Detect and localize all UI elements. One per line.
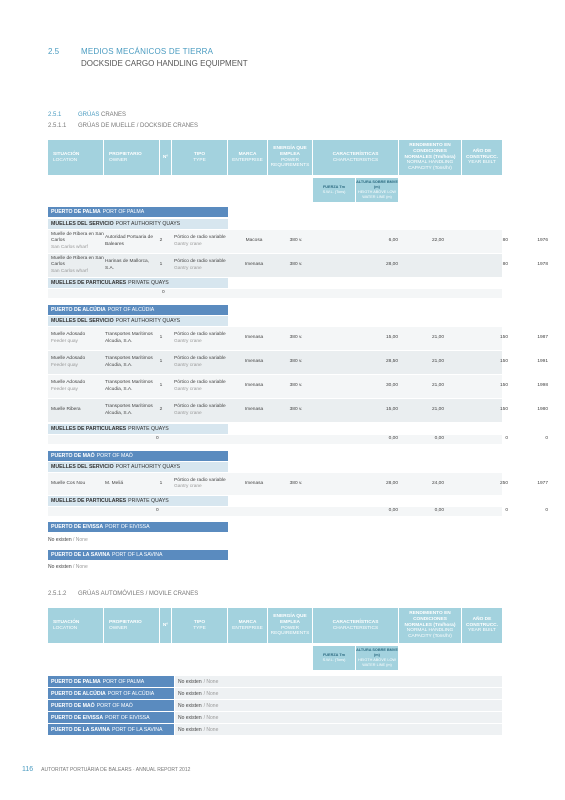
cell-count: 1 [159,335,163,341]
cell-capacity: 150 [499,407,508,413]
none-note: No existen / None [48,564,88,570]
mobile-row-eivissa: PUERTO DE EIVISSA PORT OF EIVISSA No existen / None [48,712,502,723]
characteristics-subheader: FUERZA Tm S.W.L. (Tons) ALTURA SOBRE BMVE (m) HEIGTH ABOVE LOW WATER LINE (m) [313,646,399,670]
cell-swl: 28,00 [385,480,398,486]
cell-type: Pórtico de radio variable Gantry crane [174,259,226,271]
cell-year: 1987 [537,335,548,341]
mobile-row-mao: PUERTO DE MAÓ PORT OF MAÓ No existen / None [48,700,502,711]
cell-brand: Imenasa [244,383,264,389]
cell-owner: Harinas de Mallorca, S.A. [105,259,149,271]
cell-owner: M. Meliá [105,480,124,486]
cell-swl: 30,00 [385,383,398,389]
cell-type: Pórtico de radio variable Gantry crane [174,332,226,344]
cell-count: 1 [159,480,163,486]
cell-owner: Autoridad Portuaria de Baleares [105,235,153,247]
cell-year: 1977 [537,480,548,486]
quay-service-bar: MUELLES DEL SERVICIO PORT AUTHORITY QUAYS [48,316,228,326]
cell-year: 1978 [537,262,548,268]
cell-height: 24,00 [431,480,444,486]
cell-power: 380 v. [289,480,303,486]
port-eivissa-bar: PUERTO DE EIVISSA PORT OF EIVISSA [48,522,228,532]
cell-power: 380 v. [289,359,303,365]
subsection-dockside: 2.5.1.1 GRÚAS DE MUELLE / DOCKSIDE CRANES [48,123,199,129]
port-savina-bar: PUERTO DE LA SAVINA PORT OF LA SAVINA [48,550,228,560]
cell-height [404,254,444,277]
cell-power: 380 v. [289,262,303,268]
cell-location: Muelle de Ribera en San Carlos San Carlos wharf [51,256,104,274]
table-row [48,399,548,423]
cell-owner: Transportes Marítimos Alcudia, S.A. [105,404,153,416]
cell-count: 1 [159,383,163,389]
cell-height: 21,00 [431,407,444,413]
table-row: 0 0,00 0,00 0 0 [48,435,502,445]
quay-service-bar: MUELLES DEL SERVICIO PORT AUTHORITY QUAYS [48,219,228,229]
quay-private-bar: MUELLES DE PARTICULARES PRIVATE QUAYS [48,278,228,288]
cell-power: 380 v. [289,407,303,413]
cell-capacity: 150 [499,383,508,389]
quay-service-bar: MUELLES DEL SERVICIO PORT AUTHORITY QUAYS [48,462,228,472]
cell-brand: Imenasa [244,359,264,365]
cell-owner: Transportes Marítimos Alcudia, S.A. [105,356,153,368]
cell-year: 1976 [537,238,548,244]
cell-height: 21,00 [431,383,444,389]
subsection-cranes: 2.5.1 GRÚAS CRANES [48,112,127,118]
port-mao-bar: PUERTO DE MAÓ PORT OF MAÓ [48,451,228,461]
cell-capacity: 150 [499,335,508,341]
port-alcudia-bar: PUERTO DE ALCÚDIA PORT OF ALCÚDIA [48,305,228,315]
section-subtitle: DOCKSIDE CARGO HANDLING EQUIPMENT [81,59,248,68]
cell-count: 2 [159,238,163,244]
cell-height: 22,00 [431,238,444,244]
table-row [48,327,548,351]
cell-brand: Imenasa [244,480,264,486]
cell-capacity: 250 [499,480,508,486]
table-row: 0 0,00 0,00 0 0 [48,507,502,517]
none-note: No existen / None [48,537,88,543]
cell-owner: Transportes Marítimos Alcudia, S.A. [105,380,153,392]
section-number: 2.5 [48,47,60,56]
port-palma-bar: PUERTO DE PALMA PORT OF PALMA [48,207,228,217]
cell-brand: Macosa [245,238,263,244]
cell-height: 21,00 [431,335,444,341]
cell-location: Muelle Adosado Feeder quay [51,332,86,344]
table-header: SITUACIÓN LOCATION PROPIETARIO OWNER Nº TIPO TYPE MARCA ENTERPRISE ENERGÍA QUE EMPLEA POWER REQUIREMENTS CARACTERÍSTICAS CHARACTERISTICS RENDIMIENTO EN CONDICIONES NORMALES (Tm/hora) NORMAL HANDLING CAPACITY (Tons/hr) AÑO DE CONSTRUCC. YEAR BUILT [48,140,502,175]
cell-year: 1991 [537,359,548,365]
cell-year: 1998 [537,383,548,389]
footer [22,766,190,773]
table-row [48,254,548,278]
cell-location: Muelle Cos Nou [51,480,86,486]
cell-location: Muelle Adosado Feeder quay [51,380,86,392]
cell-owner: Transportes Marítimos Alcudia, S.A. [105,332,153,344]
cell-swl: 15,00 [385,407,398,413]
cell-brand: Imenasa [244,407,264,413]
cell-count: 2 [159,407,163,413]
quay-private-bar: MUELLES DE PARTICULARES PRIVATE QUAYS [48,424,228,434]
cell-count: 1 [159,262,163,268]
cell-capacity: 150 [499,359,508,365]
cell-capacity: 80 [502,238,508,244]
cell-count: 1 [159,359,163,365]
cell-power: 380 v. [289,335,303,341]
table-row [48,230,548,254]
cell-swl: 28,00 [385,262,398,268]
cell-type: Pórtico de radio variable Gantry crane [174,477,226,489]
cell-swl: 15,00 [385,335,398,341]
cell-type: Pórtico de radio variable Gantry crane [174,380,226,392]
page-number: 116 [22,766,34,773]
cell-capacity: 80 [502,262,508,268]
mobile-row-palma: PUERTO DE PALMA PORT OF PALMA No existen / None [48,676,502,687]
table-header: SITUACIÓN LOCATION PROPIETARIO OWNER Nº TIPO TYPE MARCA ENTERPRISE ENERGÍA QUE EMPLEA POWER REQUIREMENTS CARACTERÍSTICAS CHARACTERISTICS RENDIMIENTO EN CONDICIONES NORMALES (Tm/hora) NORMAL HANDLING CAPACITY (Tons/hr) AÑO DE CONSTRUCC. YEAR BUILT [48,608,502,643]
cell-location: Muelle Adosado Feeder quay [51,356,86,368]
quay-private-bar: MUELLES DE PARTICULARES PRIVATE QUAYS [48,496,228,506]
footer-text: AUTORITAT PORTUÀRIA DE BALEARS · ANNUAL REPORT 2012 [41,767,191,773]
cell-brand: Imenasa [244,262,264,268]
mobile-row-savina: PUERTO DE LA SAVINA PORT OF LA SAVINA No existen / None [48,724,502,735]
cell-swl: 28,50 [385,359,398,365]
section-title: MEDIOS MECÁNICOS DE TIERRA [81,47,214,56]
table-row: 0 [48,289,502,299]
cell-swl: 6,00 [388,238,398,244]
cell-brand: Imenasa [244,335,264,341]
cell-type: Pórtico de radio variable Gantry crane [174,356,226,368]
mobile-row-alcudia: PUERTO DE ALCÚDIA PORT OF ALCÚDIA No existen / None [48,688,502,699]
cell-year: 1980 [537,407,548,413]
cell-type: Pórtico de radio variable Gantry crane [174,235,226,247]
cell-location: Muelle de Ribera en San Carlos San Carlos wharf [51,232,104,250]
cell-power: 380 v. [289,383,303,389]
table-row [48,351,548,375]
cell-location: Muelle Ribera [51,407,81,413]
cell-type: Pórtico de radio variable Gantry crane [174,404,226,416]
subsection-mobile: 2.5.1.2 GRÚAS AUTOMÓVILES / MOVILE CRANES [48,591,199,597]
characteristics-subheader: FUERZA Tm S.W.L. (Tons) ALTURA SOBRE BMVE (m) HEIGTH ABOVE LOW WATER LINE (m) [313,178,399,202]
cell-power: 380 v. [289,238,303,244]
table-row [48,375,548,399]
table-row [48,473,548,496]
cell-height: 21,00 [431,359,444,365]
